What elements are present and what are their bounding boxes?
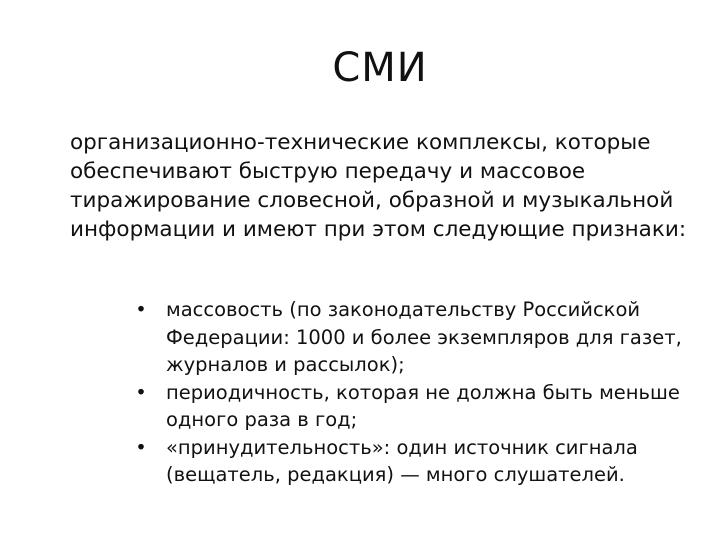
bullet-icon: •: [135, 380, 147, 404]
bullet-list: [135, 296, 705, 489]
definition-paragraph: организационно-технические комплексы, которые обеспечивают быструю передачу и массовое тиражирование словесной, образной и музыкальной информации и имеют при этом следующие признаки:: [70, 130, 687, 242]
list-item-text: «принудительность»: один источник сигнала (вещатель, редакция) — много слушателей.: [166, 435, 638, 486]
bullet-icon: •: [135, 298, 147, 321]
list-item-text: массовость (по законодательству Российской Федерации: 1000 и более экземпляров для газет, журналов и рассылок);: [166, 298, 682, 376]
slide-title: [0, 44, 720, 92]
list-item: [135, 434, 705, 489]
bullet-icon: •: [135, 435, 147, 459]
list-item-text: периодичность, которая не должна быть меньше одного раза в год;: [166, 380, 680, 431]
list-item: [135, 296, 705, 379]
slide-title-text: СМИ: [332, 45, 428, 91]
list-item: [135, 379, 705, 434]
